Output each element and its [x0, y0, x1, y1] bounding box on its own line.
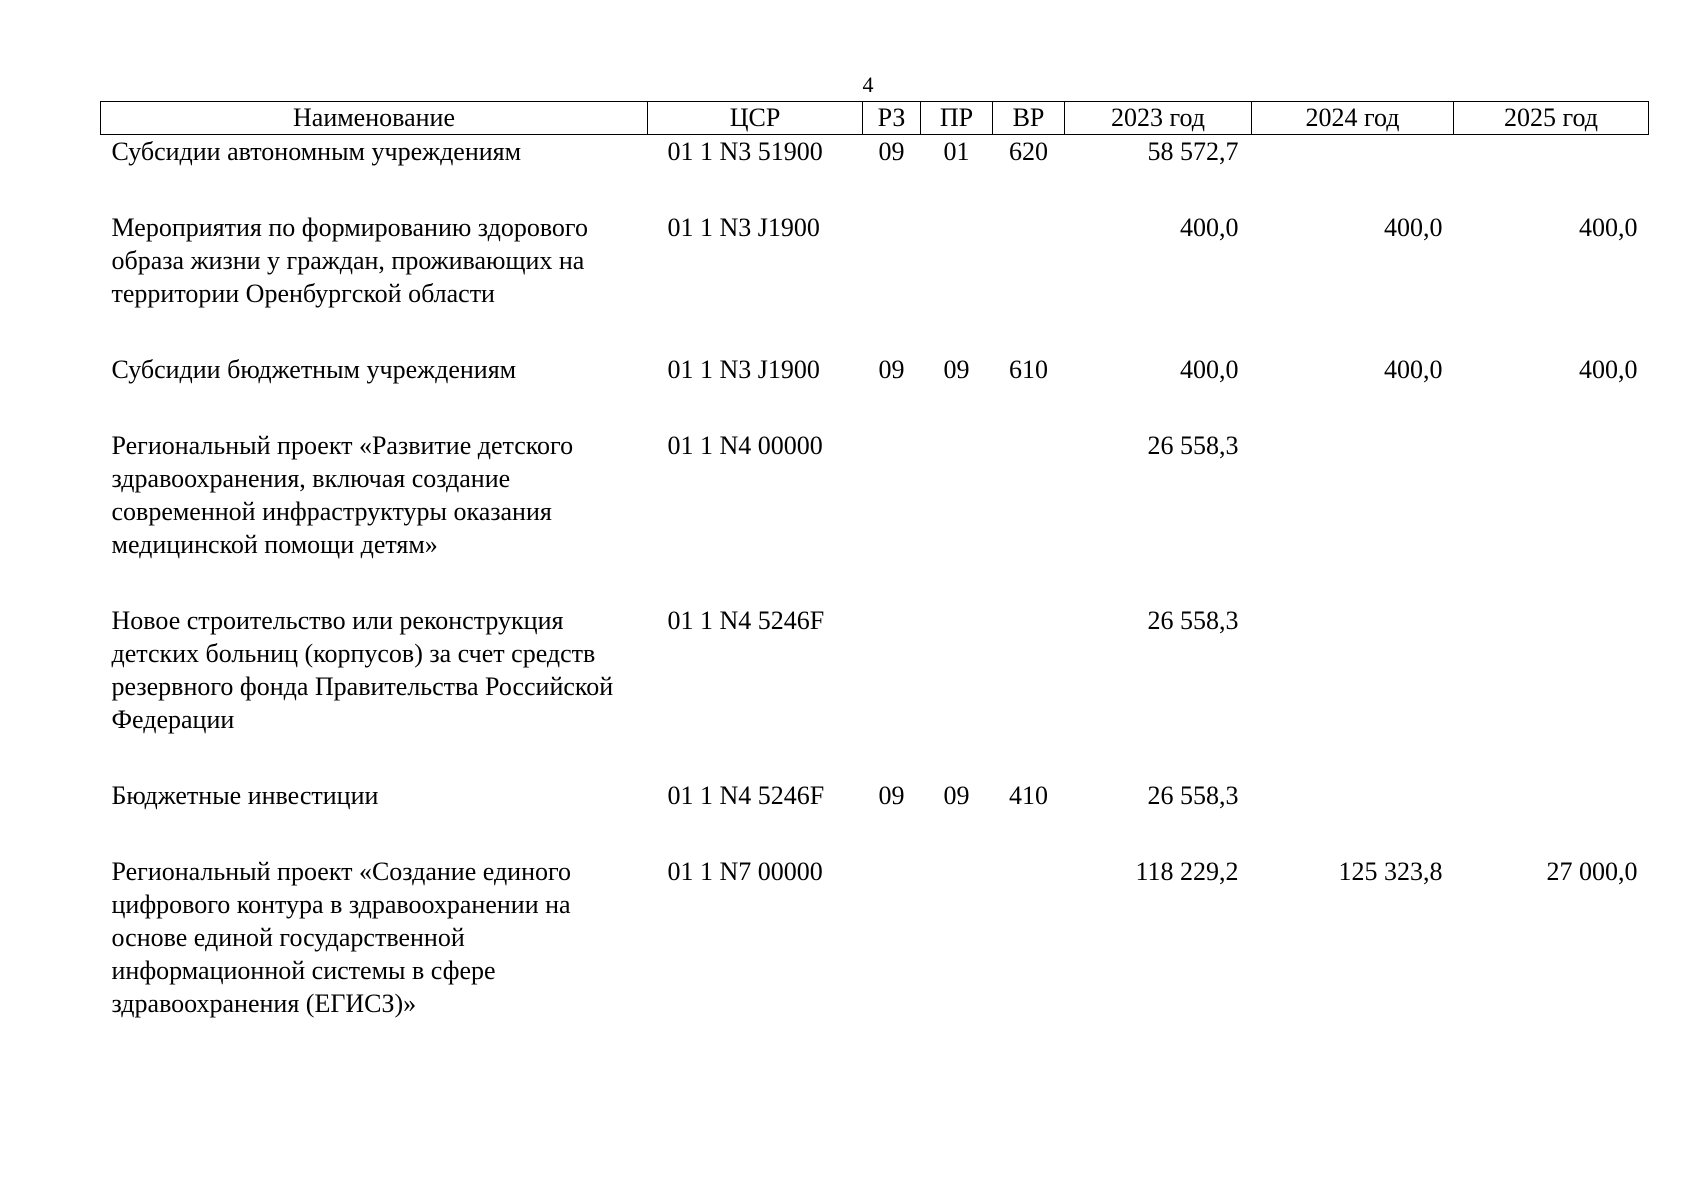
- row-name: Новое строительство или реконструкция детских больниц (корпусов) за счет средств резервного фонда Правительства Российской Федерации: [111, 606, 614, 734]
- header-2023: 2023 год: [1065, 102, 1252, 135]
- budget-table: [100, 101, 1649, 1063]
- table-header-row: [101, 102, 1649, 135]
- row-name: Региональный проект «Создание единого цифрового контура в здравоохранении на основе единой государственной информационной системы в сфере здравоохранения (ЕГИСЗ)»: [111, 857, 572, 1018]
- header-2025: 2025 год: [1454, 102, 1649, 135]
- row-2025-value: 400,0: [1579, 213, 1638, 242]
- row-pr: 01: [943, 137, 970, 166]
- row-name: Бюджетные инвестиции: [111, 781, 379, 810]
- table-row: [101, 855, 1649, 1063]
- header-name: Наименование: [101, 102, 648, 135]
- row-2025-value: [1454, 779, 1649, 855]
- row-vr: [993, 429, 1065, 604]
- row-2024-value: [1252, 604, 1454, 779]
- row-2023-value: 58 572,7: [1147, 137, 1239, 166]
- row-pr: [921, 604, 993, 779]
- row-2023-value: 26 558,3: [1147, 606, 1239, 635]
- row-2023-value: 26 558,3: [1147, 431, 1239, 460]
- row-2025-value: [1454, 604, 1649, 779]
- header-vr: ВР: [993, 102, 1065, 135]
- row-2025-value: [1454, 135, 1649, 212]
- row-2025-value: 400,0: [1579, 355, 1638, 384]
- row-2023-value: 400,0: [1180, 355, 1239, 384]
- row-2024-value: 400,0: [1384, 355, 1443, 384]
- row-name: Региональный проект «Развитие детского здравоохранения, включая создание современной инфраструктуры оказания медицинской помощи детям»: [111, 431, 574, 559]
- row-2025-value: [1454, 429, 1649, 604]
- page-number: 4: [862, 72, 874, 97]
- row-rz: [863, 855, 921, 1063]
- row-vr: [993, 855, 1065, 1063]
- row-csr: 01 1 N4 5246F: [667, 781, 825, 810]
- table-row: [101, 429, 1649, 604]
- row-pr: 09: [943, 781, 970, 810]
- row-pr: 09: [943, 355, 970, 384]
- row-2024-value: 125 323,8: [1338, 857, 1443, 886]
- row-rz: 09: [878, 355, 905, 384]
- row-pr: [921, 211, 993, 353]
- row-rz: [863, 604, 921, 779]
- table-row: [101, 604, 1649, 779]
- row-csr: 01 1 N4 5246F: [667, 606, 825, 635]
- table-row: [101, 211, 1649, 353]
- table-row: [101, 135, 1649, 212]
- row-rz: 09: [878, 137, 905, 166]
- row-2024-value: [1252, 135, 1454, 212]
- row-pr: [921, 429, 993, 604]
- row-2023-value: 400,0: [1180, 213, 1239, 242]
- row-2023-value: 118 229,2: [1135, 857, 1239, 886]
- row-rz: [863, 211, 921, 353]
- row-2024-value: [1252, 429, 1454, 604]
- row-csr: 01 1 N3 51900: [667, 137, 823, 166]
- table-row: [101, 779, 1649, 855]
- table-row: [101, 353, 1649, 429]
- row-pr: [921, 855, 993, 1063]
- row-vr: [993, 604, 1065, 779]
- row-csr: 01 1 N3 J1900: [667, 213, 820, 242]
- header-rz: РЗ: [863, 102, 921, 135]
- row-vr: 410: [1009, 781, 1048, 810]
- row-name: Субсидии бюджетным учреждениям: [111, 355, 517, 384]
- header-2024: 2024 год: [1252, 102, 1454, 135]
- header-csr: ЦСР: [648, 102, 863, 135]
- row-vr: 620: [1009, 137, 1048, 166]
- row-vr: [993, 211, 1065, 353]
- row-name: Субсидии автономным учреждениям: [111, 137, 522, 166]
- row-rz: 09: [878, 781, 905, 810]
- row-csr: 01 1 N3 J1900: [667, 355, 820, 384]
- row-2023-value: 26 558,3: [1147, 781, 1239, 810]
- header-pr: ПР: [921, 102, 993, 135]
- row-2024-value: 400,0: [1384, 213, 1443, 242]
- row-2024-value: [1252, 779, 1454, 855]
- row-2025-value: 27 000,0: [1546, 857, 1638, 886]
- row-vr: 610: [1009, 355, 1048, 384]
- row-rz: [863, 429, 921, 604]
- row-csr: 01 1 N7 00000: [667, 857, 823, 886]
- row-csr: 01 1 N4 00000: [667, 431, 823, 460]
- row-name: Мероприятия по формированию здорового образа жизни у граждан, проживающих на территории Оренбургской области: [111, 213, 588, 308]
